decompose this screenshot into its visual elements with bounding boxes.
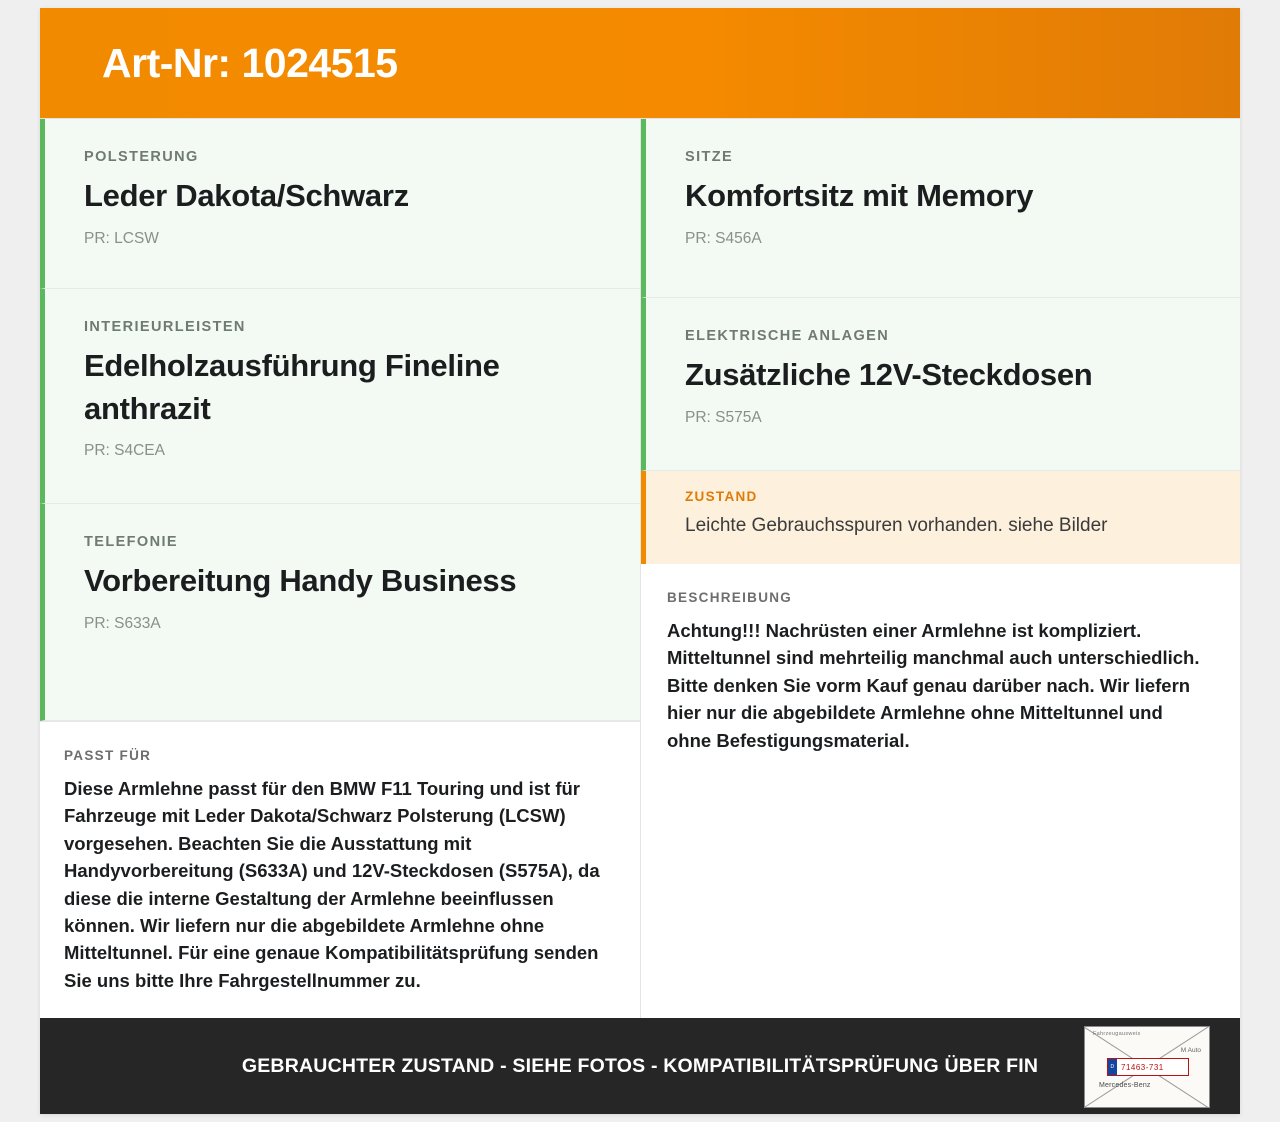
zustand-text: Leichte Gebrauchsspuren vorhanden. siehe Bilder [685,515,1108,536]
feature-value: Komfortsitz mit Memory [685,178,1034,213]
plate-country: D [1108,1059,1117,1075]
feature-pr-code: PR: LCSW [84,229,159,247]
passt-fuer-block [40,721,640,1018]
stamp-graphic [1085,1027,1209,1107]
feature-telefonie [40,504,640,721]
feature-interieurleisten [40,289,640,504]
footer [40,1018,1240,1114]
feature-label: SITZE [685,149,734,165]
passt-fuer-text: Diese Armlehne passt für den BMW F11 Touring und ist für Fahrzeuge mit Leder Dakota/Schwarz Polsterung (LCSW) vorgesehen. Beachten Sie die Ausstattung mit Handyvorbereitung (S633A) und 12V-Steckdosen (S575A), da diese die interne Gestaltung der Armlehne beeinflussen können. Wir liefern nur die abgebildete Armlehne ohne Mitteltunnel. Für eine genaue Kompatibilitätsprüfung senden Sie uns bitte Ihre Fahrgestellnummer zu. [64,778,600,991]
header [40,8,1240,118]
beschreibung-text: Achtung!!! Nachrüsten einer Armlehne ist kompliziert. Mitteltunnel sind mehrteilig manchmal auch unterschiedlich. Bitte denken Sie vorm Kauf genau darüber nach. Wir liefern hier nur die abgebildete Armlehne ohne Mitteltunnel und ohne Befestigungsmaterial. [667,620,1200,751]
listing-card [40,8,1240,1114]
passt-fuer-label: PASST FÜR [64,748,152,763]
feature-elektrische-anlagen [641,298,1240,471]
content-area [40,118,1240,1018]
right-column [641,119,1240,1018]
left-column [40,119,641,1018]
stamp-right-text: M Auto [1180,1047,1201,1054]
feature-label: ELEKTRISCHE ANLAGEN [685,328,890,344]
feature-value: Vorbereitung Handy Business [84,563,517,598]
beschreibung-label: BESCHREIBUNG [667,590,793,605]
feature-polsterung [40,119,640,289]
license-plate [1107,1058,1189,1076]
plate-number: 71463-731 [1121,1062,1164,1072]
beschreibung-block [641,564,1240,1018]
feature-value: Edelholzausführung Fineline anthrazit [84,347,500,426]
feature-pr-code: PR: S575A [685,408,762,426]
stamp-top-text: Fahrzeugausweis [1093,1031,1141,1037]
feature-pr-code: PR: S633A [84,614,161,632]
feature-label: INTERIEURLEISTEN [84,318,246,335]
page-title: Art-Nr: 1024515 [102,39,398,86]
feature-value: Leder Dakota/Schwarz [84,178,409,213]
feature-pr-code: PR: S4CEA [84,442,165,460]
stamp-bottom-text: Mercedes-Benz [1099,1082,1151,1089]
vehicle-document-icon [1084,1026,1210,1108]
zustand-banner [641,471,1240,564]
zustand-label: ZUSTAND [685,489,758,504]
feature-label: TELEFONIE [84,534,178,550]
feature-pr-code: PR: S456A [685,229,762,247]
footer-notice: GEBRAUCHTER ZUSTAND - SIEHE FOTOS - KOMPATIBILITÄTSPRÜFUNG ÜBER FIN [241,1054,1039,1077]
feature-label: POLSTERUNG [84,149,199,165]
feature-sitze [641,119,1240,298]
feature-value: Zusätzliche 12V-Steckdosen [685,357,1093,392]
